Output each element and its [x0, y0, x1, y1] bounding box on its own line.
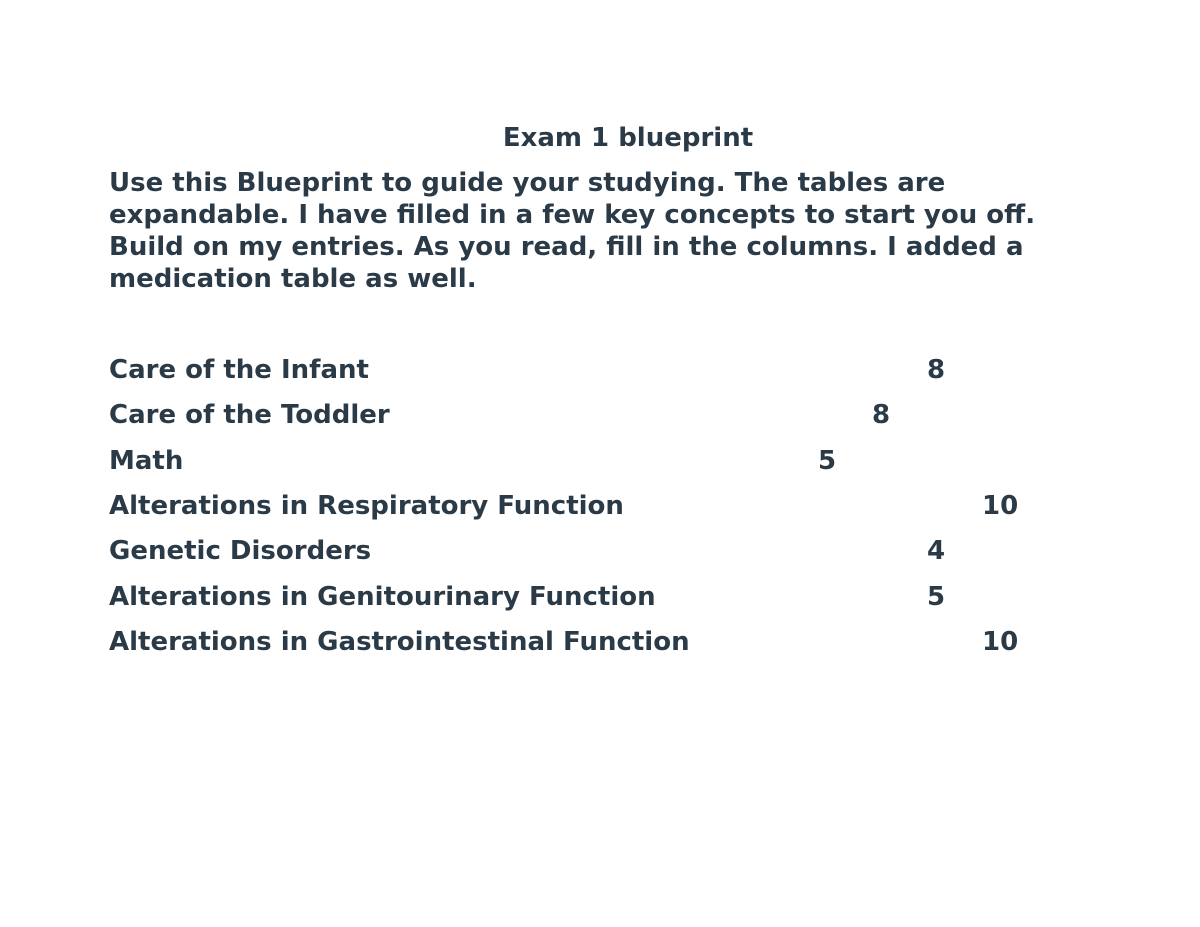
- topic-name: Math: [109, 446, 184, 476]
- topic-count: 10: [982, 627, 1019, 657]
- topic-row: [0, 622, 1200, 662]
- topic-count: 8: [927, 355, 946, 385]
- intro-line: expandable. I have filled in a few key concepts to start you off.: [109, 200, 1036, 230]
- topic-name: Genetic Disorders: [109, 536, 372, 566]
- topic-row: [0, 531, 1200, 571]
- topic-name: Care of the Infant: [109, 355, 369, 385]
- topic-name: Alterations in Genitourinary Function: [109, 582, 656, 612]
- topic-count: 8: [872, 400, 891, 430]
- intro-paragraph: [109, 167, 1109, 295]
- page-title: Exam 1 blueprint: [502, 123, 754, 153]
- topic-count: 4: [927, 536, 946, 566]
- topic-row: [0, 577, 1200, 617]
- topic-count: 10: [982, 491, 1019, 521]
- topic-count: 5: [927, 582, 946, 612]
- topic-name: Alterations in Respiratory Function: [109, 491, 624, 521]
- intro-line: Use this Blueprint to guide your studying. The tables are: [109, 168, 946, 198]
- topic-row: [0, 350, 1200, 390]
- topic-row: [0, 486, 1200, 526]
- topic-name: Alterations in Gastrointestinal Function: [109, 627, 690, 657]
- topic-row: [0, 395, 1200, 435]
- intro-line: medication table as well.: [109, 264, 477, 294]
- intro-line: Build on my entries. As you read, fill in the columns. I added a: [109, 232, 1024, 262]
- topic-count: 5: [818, 446, 837, 476]
- topic-name: Care of the Toddler: [109, 400, 390, 430]
- topic-row: [0, 441, 1200, 481]
